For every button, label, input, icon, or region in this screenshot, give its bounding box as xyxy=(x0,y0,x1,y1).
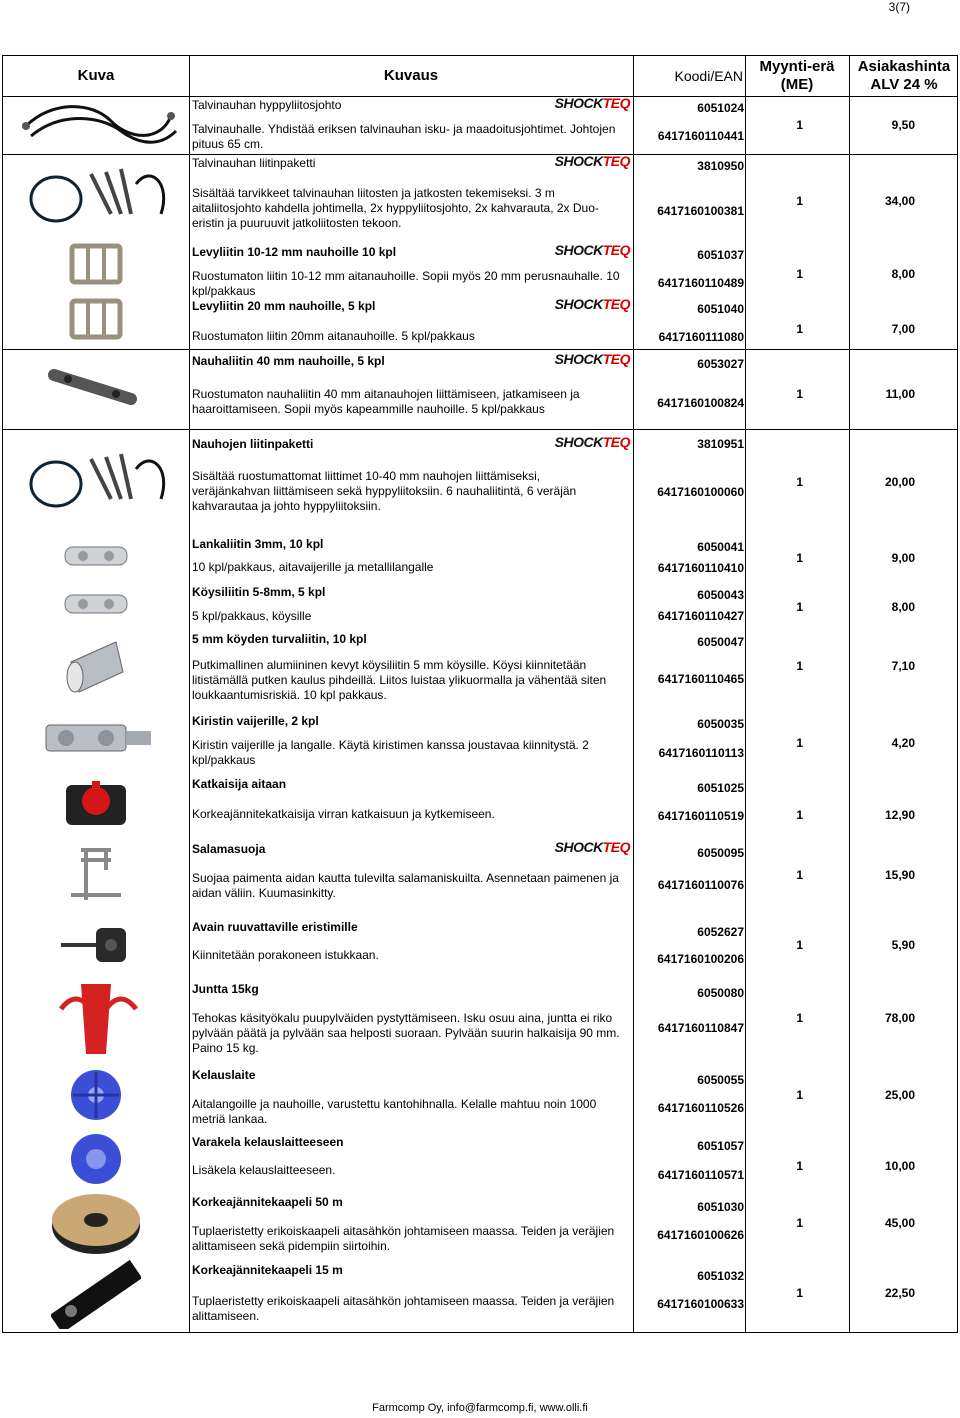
product-code: 6051037 xyxy=(697,248,744,262)
product-price: 9,50 xyxy=(891,118,915,132)
logo-shock: SHOCK xyxy=(554,242,603,258)
product-ean: 6417160100824 xyxy=(657,396,744,410)
product-description: Talvinauhalle. Yhdistää eriksen talvinauhan isku- ja maadoitusjohtimet. Johtojen pituus 65 cm. xyxy=(192,122,616,151)
product-ean: 6417160110441 xyxy=(657,129,744,143)
product-code: 3810951 xyxy=(697,437,744,451)
lightning-icon xyxy=(61,840,131,915)
product-row xyxy=(3,708,957,773)
product-description: Putkimallinen alumiininen kevyt köysiliitin 5 mm köysille. Köysi kiinnitetään litistämällä putken kaulus pihdeillä. Liitos luistaa ylikuormalla ja vähentää siten loukkaantumisriskiä. 10 kpl pakkaus. xyxy=(192,658,607,702)
clamp-icon xyxy=(61,541,131,576)
product-qty: 1 xyxy=(796,551,803,565)
logo-shock: SHOCK xyxy=(554,153,603,169)
product-title: Juntta 15kg xyxy=(192,982,259,996)
product-qty: 1 xyxy=(796,1011,803,1025)
product-qty: 1 xyxy=(796,1159,803,1173)
buckle-icon xyxy=(66,242,126,291)
product-ean: 6417160110847 xyxy=(657,1021,744,1035)
product-row xyxy=(3,239,957,298)
product-ean: 6417160110489 xyxy=(657,276,744,290)
kit-icon xyxy=(11,154,181,239)
product-image xyxy=(3,239,189,294)
product-title: Nauhojen liitinpaketti xyxy=(192,437,314,451)
logo-teq: TEQ xyxy=(602,95,630,111)
logo-shock: SHOCK xyxy=(554,434,603,450)
product-price: 25,00 xyxy=(884,1088,915,1102)
product-row xyxy=(3,582,957,630)
product-description: Tuplaeristetty erikoiskaapeli aitasähkön johtamiseen maassa. Teiden ja veräjien alittamiseen sekä pidempiin siirtoihin. xyxy=(192,1224,615,1253)
product-title: Avain ruuvattaville eristimille xyxy=(192,920,358,934)
product-image xyxy=(3,582,189,630)
product-qty: 1 xyxy=(796,868,803,882)
product-image xyxy=(3,154,189,239)
product-description: Kiristin vaijerille ja langalle. Käytä kiristimen kanssa joustavaa kiinnitystä. 2 kpl/pakkaus xyxy=(192,738,589,767)
product-price: 8,00 xyxy=(891,600,915,614)
product-ean: 6417160111080 xyxy=(658,330,744,344)
product-image xyxy=(3,429,189,534)
product-ean: 6417160110076 xyxy=(657,878,744,892)
product-title: Salamasuoja xyxy=(192,842,266,856)
page-number: 3(7) xyxy=(888,0,910,14)
product-row xyxy=(3,978,957,1064)
product-description: Suojaa paimenta aidan kautta tulevilta salamaniskuilta. Asennetaan paimenen ja aidan väliin. Kuumasinkitty. xyxy=(192,871,619,900)
product-price: 12,90 xyxy=(884,808,915,822)
product-description: Tehokas käsityökalu puupylväiden pystyttämiseen. Isku osuu aina, juntta ei riko pylvään päätä ja pylvään saa helposti suoraan. Pylvään suurin halkaisija 90 mm. Paino 15 kg. xyxy=(192,1011,620,1055)
product-image xyxy=(3,773,189,838)
product-row xyxy=(3,294,957,349)
rammer-icon xyxy=(51,979,141,1064)
logo-teq: TEQ xyxy=(602,242,630,258)
shockteq-logo xyxy=(555,352,630,367)
product-price: 8,00 xyxy=(891,267,915,281)
product-qty: 1 xyxy=(796,938,803,952)
product-ean: 6417160100633 xyxy=(657,1297,744,1311)
header-asiakashinta xyxy=(849,56,959,96)
product-code: 6051032 xyxy=(697,1269,744,1283)
product-image xyxy=(3,1259,189,1334)
product-row xyxy=(3,838,957,916)
product-code: 3810950 xyxy=(697,159,744,173)
product-image xyxy=(3,1064,189,1131)
product-title: 5 mm köyden turvaliitin, 10 kpl xyxy=(192,632,367,646)
logo-shock: SHOCK xyxy=(554,95,603,111)
product-qty: 1 xyxy=(796,322,803,336)
product-title: Lankaliitin 3mm, 10 kpl xyxy=(192,537,324,551)
product-title: Katkaisija aitaan xyxy=(192,777,287,791)
product-image xyxy=(3,1191,189,1259)
product-row xyxy=(3,916,957,978)
product-price: 34,00 xyxy=(884,194,915,208)
product-image xyxy=(3,1131,189,1191)
product-description: Sisältää tarvikkeet talvinauhan liitosten ja jatkosten tekemiseksi. 3 m aitaliitosjohto kahdella johtimella, 2x hyppyliitosjohto, 2x kahvarauta, 2x Duo-eristin ja puuruuvit jatkoliitosten tekoon. xyxy=(192,186,599,230)
logo-teq: TEQ xyxy=(602,296,630,312)
shockteq-logo xyxy=(555,435,630,450)
product-qty: 1 xyxy=(796,659,803,673)
product-ean: 6417160110519 xyxy=(657,809,744,823)
product-qty: 1 xyxy=(796,118,803,132)
product-code: 6051057 xyxy=(697,1139,744,1153)
logo-teq: TEQ xyxy=(602,153,630,169)
product-code: 6052627 xyxy=(697,925,744,939)
product-qty: 1 xyxy=(796,194,803,208)
product-code: 6050043 xyxy=(697,588,744,602)
tensioner-icon xyxy=(36,713,156,768)
product-price: 15,90 xyxy=(884,868,915,882)
product-price: 78,00 xyxy=(884,1011,915,1025)
product-code: 6051025 xyxy=(697,781,744,795)
product-image xyxy=(3,534,189,582)
product-qty: 1 xyxy=(796,267,803,281)
product-row xyxy=(3,773,957,838)
header-myynti-line1: Myynti-erä xyxy=(759,58,835,75)
cable-end-icon xyxy=(51,1259,141,1334)
header-myynti-line2: (ME) xyxy=(780,76,814,93)
header-koodi: Koodi/EAN xyxy=(674,68,743,84)
product-title: Kiristin vaijerille, 2 kpl xyxy=(192,714,319,728)
product-ean: 6417160110465 xyxy=(657,672,744,686)
product-qty: 1 xyxy=(796,1286,803,1300)
product-image xyxy=(3,838,189,916)
key-icon xyxy=(56,920,136,975)
product-image xyxy=(3,630,189,708)
product-row xyxy=(3,534,957,582)
logo-teq: TEQ xyxy=(602,839,630,855)
product-price: 5,90 xyxy=(891,938,915,952)
product-price: 7,10 xyxy=(891,659,915,673)
product-row xyxy=(3,1191,957,1259)
product-image xyxy=(3,978,189,1064)
product-price: 45,00 xyxy=(884,1216,915,1230)
product-qty: 1 xyxy=(796,387,803,401)
product-row xyxy=(3,429,957,534)
product-code: 6050047 xyxy=(697,635,744,649)
header-asiakashinta-line1: Asiakashinta xyxy=(857,58,951,75)
product-description: Ruostumaton nauhaliitin 40 mm aitanauhojen liittämiseen, jatkamiseen ja haaroittamiseen. Sopii myös kapeammille nauhoille. 5 kpl/pakkaus xyxy=(192,387,580,416)
product-price: 11,00 xyxy=(885,387,915,401)
product-image xyxy=(3,708,189,773)
product-code: 6050095 xyxy=(697,846,744,860)
header-kuva: Kuva xyxy=(77,67,115,84)
product-description: Sisältää ruostumattomat liittimet 10-40 mm nauhojen liittämiseksi, veräjänkahvan liittämiseen sekä hyppyliitoksiin. 6 nauhaliitintä, 6 veräjän kahvarautaa ja johto hyppyliitoksiin. xyxy=(192,469,577,513)
product-code: 6051024 xyxy=(697,101,744,115)
product-title: Korkeajännitekaapeli 15 m xyxy=(192,1263,343,1277)
logo-teq: TEQ xyxy=(602,351,630,367)
product-code: 6053027 xyxy=(697,357,744,371)
product-description: Ruostumaton liitin 10-12 mm aitanauhoille. Sopii myös 20 mm perusnauhalle. 10 kpl/pakkaus xyxy=(192,269,620,298)
product-row xyxy=(3,1064,957,1131)
product-title: Varakela kelauslaitteeseen xyxy=(192,1135,344,1149)
product-price: 20,00 xyxy=(884,475,915,489)
product-title: Korkeajännitekaapeli 50 m xyxy=(192,1195,343,1209)
cable-roll-icon xyxy=(46,1188,146,1263)
product-row xyxy=(3,630,957,708)
product-row xyxy=(3,154,957,239)
buckle-icon xyxy=(66,297,126,346)
product-code: 6050055 xyxy=(697,1073,744,1087)
product-ean: 6417160100060 xyxy=(657,485,744,499)
product-row xyxy=(3,1259,957,1334)
clamp-icon xyxy=(61,589,131,624)
product-price: 9,00 xyxy=(891,551,915,565)
header-myynti xyxy=(745,56,849,96)
product-row xyxy=(3,1131,957,1191)
product-price: 22,50 xyxy=(884,1286,915,1300)
logo-shock: SHOCK xyxy=(554,296,603,312)
reel-icon xyxy=(56,1067,136,1128)
product-qty: 1 xyxy=(796,1216,803,1230)
shockteq-logo xyxy=(555,297,630,312)
shockteq-logo xyxy=(555,96,630,111)
product-qty: 1 xyxy=(796,808,803,822)
switch-icon xyxy=(56,773,136,838)
product-row xyxy=(3,96,957,154)
shockteq-logo xyxy=(555,243,630,258)
product-description: Lisäkela kelauslaitteeseen. xyxy=(192,1163,336,1177)
product-code: 6051030 xyxy=(697,1200,744,1214)
product-ean: 6417160100206 xyxy=(657,952,744,966)
product-ean: 6417160110526 xyxy=(657,1101,744,1115)
connector-icon xyxy=(46,357,146,422)
tube-icon xyxy=(61,632,131,707)
header-asiakashinta-line2: ALV 24 % xyxy=(870,76,938,93)
product-title: Levyliitin 20 mm nauhoille, 5 kpl xyxy=(192,299,376,313)
product-title: Nauhaliitin 40 mm nauhoille, 5 kpl xyxy=(192,354,385,368)
product-description: 10 kpl/pakkaus, aitavaijerille ja metallilangalle xyxy=(192,560,434,574)
product-qty: 1 xyxy=(796,1088,803,1102)
kit-icon xyxy=(11,439,181,524)
product-qty: 1 xyxy=(796,600,803,614)
spool-icon xyxy=(56,1131,136,1192)
shockteq-logo xyxy=(555,154,630,169)
product-description: 5 kpl/pakkaus, köysille xyxy=(192,609,312,623)
product-qty: 1 xyxy=(796,736,803,750)
shockteq-logo xyxy=(555,840,630,855)
product-price: 4,20 xyxy=(891,736,915,750)
product-qty: 1 xyxy=(796,475,803,489)
product-ean: 6417160100381 xyxy=(657,204,744,218)
logo-shock: SHOCK xyxy=(554,839,603,855)
product-code: 6051040 xyxy=(697,302,744,316)
product-title: Kelauslaite xyxy=(192,1068,256,1082)
product-description: Tuplaeristetty erikoiskaapeli aitasähkön johtamiseen maassa. Teiden ja veräjien alittamiseen. xyxy=(192,1294,615,1323)
product-ean: 6417160110571 xyxy=(657,1168,744,1182)
product-description: Ruostumaton liitin 20mm aitanauhoille. 5 kpl/pakkaus xyxy=(192,329,475,343)
product-title: Talvinauhan liitinpaketti xyxy=(192,156,316,170)
product-row xyxy=(3,349,957,429)
header-kuvaus: Kuvaus xyxy=(383,67,439,84)
product-ean: 6417160110427 xyxy=(657,609,744,623)
product-code: 6050035 xyxy=(697,717,744,731)
product-image xyxy=(3,349,189,429)
product-title: Köysiliitin 5-8mm, 5 kpl xyxy=(192,585,326,599)
product-title: Talvinauhan hyppyliitosjohto xyxy=(192,98,342,112)
product-table xyxy=(2,55,958,1333)
product-image xyxy=(3,294,189,349)
product-image xyxy=(3,96,189,154)
footer: Farmcomp Oy, info@farmcomp.fi, www.olli.fi xyxy=(372,1402,588,1414)
product-description: Korkeajännitekatkaisija virran katkaisuun ja kytkemiseen. xyxy=(192,807,495,821)
product-title: Levyliitin 10-12 mm nauhoille 10 kpl xyxy=(192,245,397,259)
cable-icon xyxy=(11,96,181,155)
product-code: 6050041 xyxy=(697,540,744,554)
product-ean: 6417160110410 xyxy=(657,561,744,575)
product-description: Aitalangoille ja nauhoille, varustettu kantohihnalla. Kelalle mahtuu noin 1000 metriä lankaa. xyxy=(192,1097,597,1126)
product-ean: 6417160100626 xyxy=(657,1228,744,1242)
product-price: 7,00 xyxy=(891,322,915,336)
product-image xyxy=(3,916,189,978)
logo-teq: TEQ xyxy=(602,434,630,450)
product-price: 10,00 xyxy=(884,1159,915,1173)
logo-shock: SHOCK xyxy=(554,351,603,367)
product-ean: 6417160110113 xyxy=(658,746,744,760)
product-description: Kiinnitetään porakoneen istukkaan. xyxy=(192,948,379,962)
product-code: 6050080 xyxy=(697,986,744,1000)
